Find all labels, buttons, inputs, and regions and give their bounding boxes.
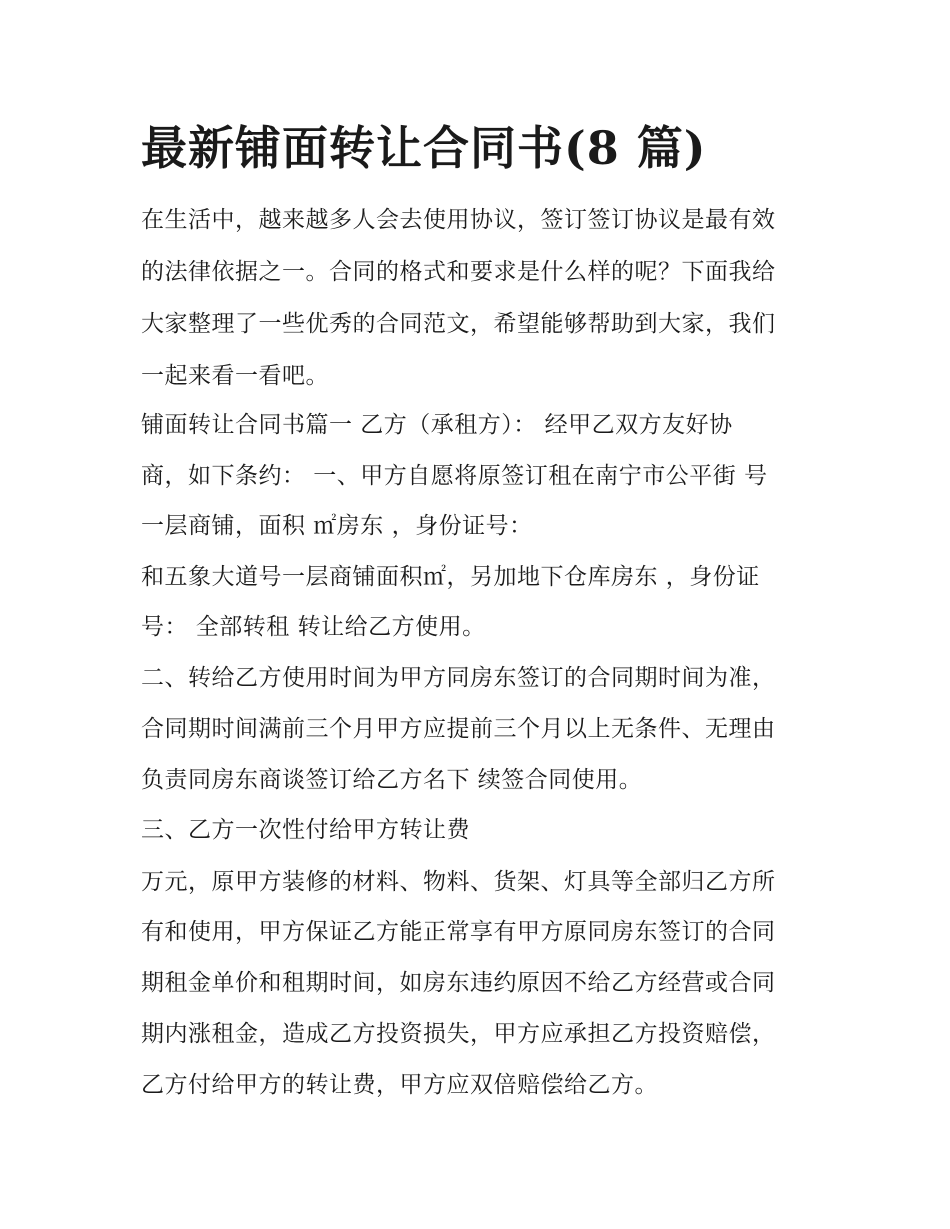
body-line: 期内涨租金，造成乙方投资损失，甲方应承担乙方投资赔偿， <box>141 1021 776 1047</box>
body-line: 万元，原甲方装修的材料、物料、货架、灯具等全部归乙方所 <box>141 869 776 895</box>
body-line: 一层商铺，面积 ㎡房东 ，身份证号： <box>141 513 533 539</box>
document-title: 最新铺面转让合同书(8 篇) <box>141 121 707 175</box>
body-line: 三、乙方一次性付给甲方转让费 <box>141 817 470 843</box>
body-line: 一起来看一看吧。 <box>141 363 329 389</box>
body-line: 有和使用，甲方保证乙方能正常享有甲方原同房东签订的合同 <box>141 919 776 945</box>
body-line: 负责同房东商谈签订给乙方名下 续签合同使用。 <box>141 767 643 793</box>
body-line: 乙方付给甲方的转让费，甲方应双倍赔偿给乙方。 <box>141 1072 658 1098</box>
body-line: 期租金单价和租期时间，如房东违约原因不给乙方经营或合同 <box>141 970 776 996</box>
body-line: 的法律依据之一。合同的格式和要求是什么样的呢？下面我给 <box>141 259 776 285</box>
body-line: 商，如下条约： 一、甲方自愿将原签订租在南宁市公平街 号 <box>141 463 768 489</box>
body-line: 大家整理了一些优秀的合同范文，希望能够帮助到大家，我们 <box>141 311 776 337</box>
body-line: 号： 全部转租 转让给乙方使用。 <box>141 614 486 640</box>
body-line: 和五象大道号一层商铺面积㎡，另加地下仓库房东 ，身份证 <box>141 564 760 590</box>
body-line: 合同期时间满前三个月甲方应提前三个月以上无条件、无理由 <box>141 716 776 742</box>
body-line: 二、转给乙方使用时间为甲方同房东签订的合同期时间为准， <box>141 665 776 691</box>
body-line: 在生活中，越来越多人会去使用协议，签订签订协议是最有效 <box>141 207 776 233</box>
body-line: 铺面转让合同书篇一 乙方（承租方）： 经甲乙双方友好协 <box>141 412 733 438</box>
